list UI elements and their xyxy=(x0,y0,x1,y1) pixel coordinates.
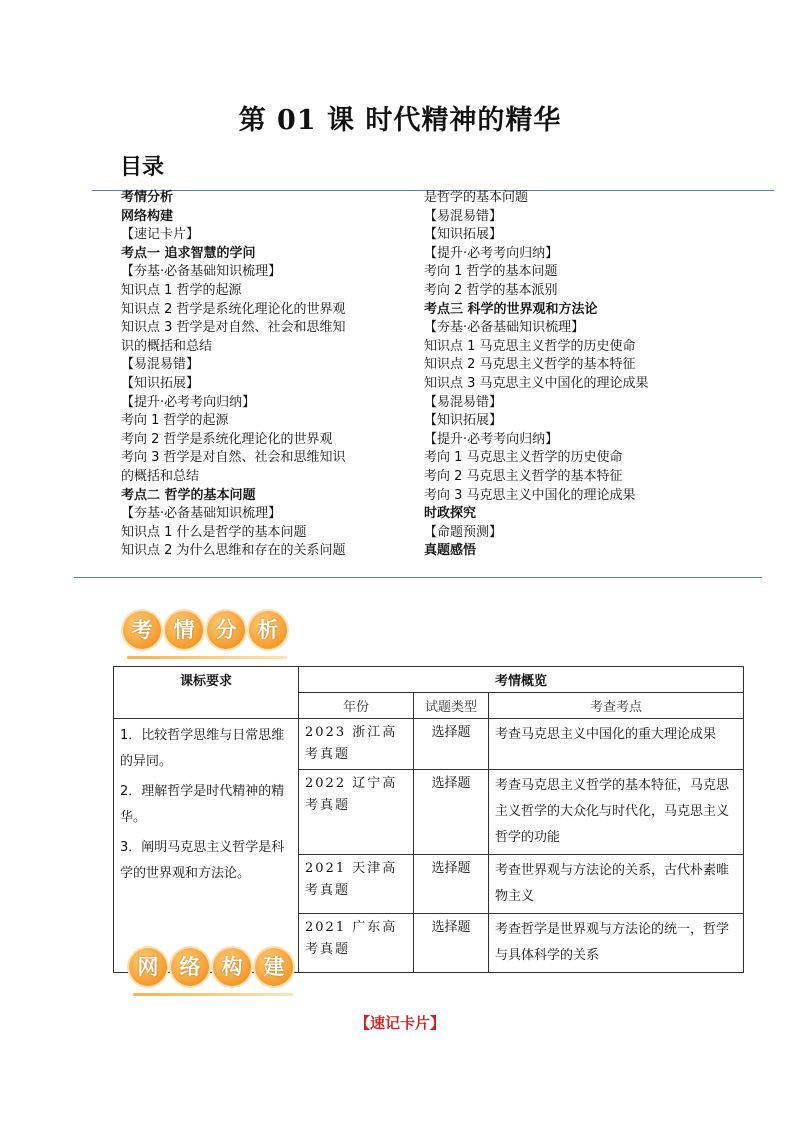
toc-entry[interactable]: 【易混易错】 xyxy=(121,357,200,373)
toc-entry[interactable]: 考向 1 哲学的起源 xyxy=(121,413,229,429)
row-year: 2022 辽宁高考真题 xyxy=(299,770,414,855)
requirement-item: 2．理解哲学是时代精神的精华。 xyxy=(120,784,285,825)
col-year: 年份 xyxy=(299,693,414,719)
network-banner xyxy=(129,948,297,986)
row-point: 考查世界观与方法论的关系，古代朴素唯物主义 xyxy=(489,855,744,914)
toc-entry[interactable]: 考向 2 哲学的基本派别 xyxy=(424,282,558,298)
banner-underline xyxy=(127,656,287,659)
toc-heading: 目录 xyxy=(120,155,165,180)
requirement-item: 1．比较哲学思维与日常思维的异同。 xyxy=(120,728,285,769)
toc-section-heading[interactable]: 考情分析 xyxy=(121,190,174,205)
row-type: 选择题 xyxy=(414,914,489,973)
toc-entry[interactable]: 知识点 1 什么是哲学的基本问题 xyxy=(121,524,307,540)
toc-entry[interactable]: 知识点 2 哲学是系统化理论化的世界观 xyxy=(121,301,346,317)
toc-entry[interactable]: 考向 3 马克思主义中国化的理论成果 xyxy=(424,487,636,503)
toc-entry[interactable]: 【提升·必考考向归纳】 xyxy=(121,394,256,410)
toc-entry[interactable]: 是哲学的基本问题 xyxy=(424,190,529,205)
row-year: 2021 天津高考真题 xyxy=(299,855,414,914)
toc-entry[interactable]: 的概括和总结 xyxy=(121,468,200,484)
toc-entry[interactable]: 【提升·必考考向归纳】 xyxy=(424,431,559,447)
toc-entry[interactable]: 考向 2 马克思主义哲学的基本特征 xyxy=(424,468,623,484)
banner-underline xyxy=(133,993,293,996)
toc-entry[interactable]: 【夯基·必备基础知识梳理】 xyxy=(424,320,585,336)
banner-character: 建 xyxy=(255,948,293,986)
row-point: 考查马克思主义中国化的重大理论成果 xyxy=(489,719,744,770)
toc-entry[interactable]: 知识点 1 马克思主义哲学的历史使命 xyxy=(424,338,636,354)
toc-entry[interactable]: 【知识拓展】 xyxy=(424,227,503,243)
toc-entry[interactable]: 知识点 2 为什么思维和存在的关系问题 xyxy=(121,543,346,559)
toc-left-column xyxy=(121,189,393,561)
header-requirement: 课标要求 xyxy=(114,667,299,719)
toc-entry[interactable]: 知识点 3 哲学是对自然、社会和思维知 xyxy=(121,320,346,336)
banner-character: 情 xyxy=(165,611,203,649)
toc-entry[interactable]: 【命题预测】 xyxy=(424,524,503,540)
banner-character: 构 xyxy=(213,948,251,986)
col-type: 试题类型 xyxy=(414,693,489,719)
col-point: 考查考点 xyxy=(489,693,744,719)
toc-entry[interactable]: 识的概括和总结 xyxy=(121,338,213,354)
toc-section-heading[interactable]: 网络构建 xyxy=(121,208,174,224)
toc-section-heading[interactable]: 真题感悟 xyxy=(424,543,477,559)
toc-entry[interactable]: 【提升·必考考向归纳】 xyxy=(424,245,559,261)
requirement-item: 3．阐明马克思主义哲学是科学的世界观和方法论。 xyxy=(120,840,285,881)
toc-section-heading[interactable]: 考点三 科学的世界观和方法论 xyxy=(424,301,598,317)
toc-entry[interactable]: 【易混易错】 xyxy=(424,208,503,224)
toc-right-column xyxy=(424,189,704,561)
toc-entry[interactable]: 知识点 1 哲学的起源 xyxy=(121,282,242,298)
row-point: 考查马克思主义哲学的基本特征，马克思主义哲学的大众化与时代化，马克思主义哲学的功能 xyxy=(489,770,744,855)
banner-character: 分 xyxy=(207,611,245,649)
toc-entry[interactable]: 【夯基·必备基础知识梳理】 xyxy=(121,506,282,522)
toc-section-heading[interactable]: 考点一 追求智慧的学问 xyxy=(121,245,256,261)
row-year: 2023 浙江高考真题 xyxy=(299,719,414,770)
toc-entry[interactable]: 【知识拓展】 xyxy=(121,375,200,391)
row-type: 选择题 xyxy=(414,855,489,914)
toc-entry[interactable]: 知识点 3 马克思主义中国化的理论成果 xyxy=(424,375,649,391)
toc-entry[interactable]: 【速记卡片】 xyxy=(121,227,200,243)
banner-character: 网 xyxy=(129,948,167,986)
row-year: 2021 广东高考真题 xyxy=(299,914,414,973)
banner-character: 络 xyxy=(171,948,209,986)
toc-entry[interactable]: 考向 1 马克思主义哲学的历史使命 xyxy=(424,450,623,466)
exam-analysis-table xyxy=(113,666,744,973)
toc-entry[interactable]: 考向 2 哲学是系统化理论化的世界观 xyxy=(121,431,333,447)
page-title: 第 01 课 时代精神的精华 xyxy=(238,105,562,136)
toc-section-heading[interactable]: 考点二 哲学的基本问题 xyxy=(121,487,256,503)
toc-bottom-rule xyxy=(74,577,762,578)
row-type: 选择题 xyxy=(414,719,489,770)
toc-section-heading[interactable]: 时政探究 xyxy=(424,506,477,522)
toc-entry[interactable]: 【夯基·必备基础知识梳理】 xyxy=(121,264,282,280)
analysis-banner xyxy=(123,611,291,649)
row-type: 选择题 xyxy=(414,770,489,855)
banner-character: 析 xyxy=(249,611,287,649)
banner-character: 考 xyxy=(123,611,161,649)
speed-card-heading: 【速记卡片】 xyxy=(354,1014,445,1032)
toc-entry[interactable]: 知识点 2 马克思主义哲学的基本特征 xyxy=(424,357,636,373)
toc-entry[interactable]: 【易混易错】 xyxy=(424,394,503,410)
toc-entry[interactable]: 考向 1 哲学的基本问题 xyxy=(424,264,558,280)
row-point: 考查哲学是世界观与方法论的统一，哲学与具体科学的关系 xyxy=(489,914,744,973)
header-overview: 考情概览 xyxy=(299,667,744,693)
toc-entry[interactable]: 【知识拓展】 xyxy=(424,413,503,429)
toc-entry[interactable]: 考向 3 哲学是对自然、社会和思维知识 xyxy=(121,450,346,466)
requirements-cell xyxy=(114,719,299,973)
